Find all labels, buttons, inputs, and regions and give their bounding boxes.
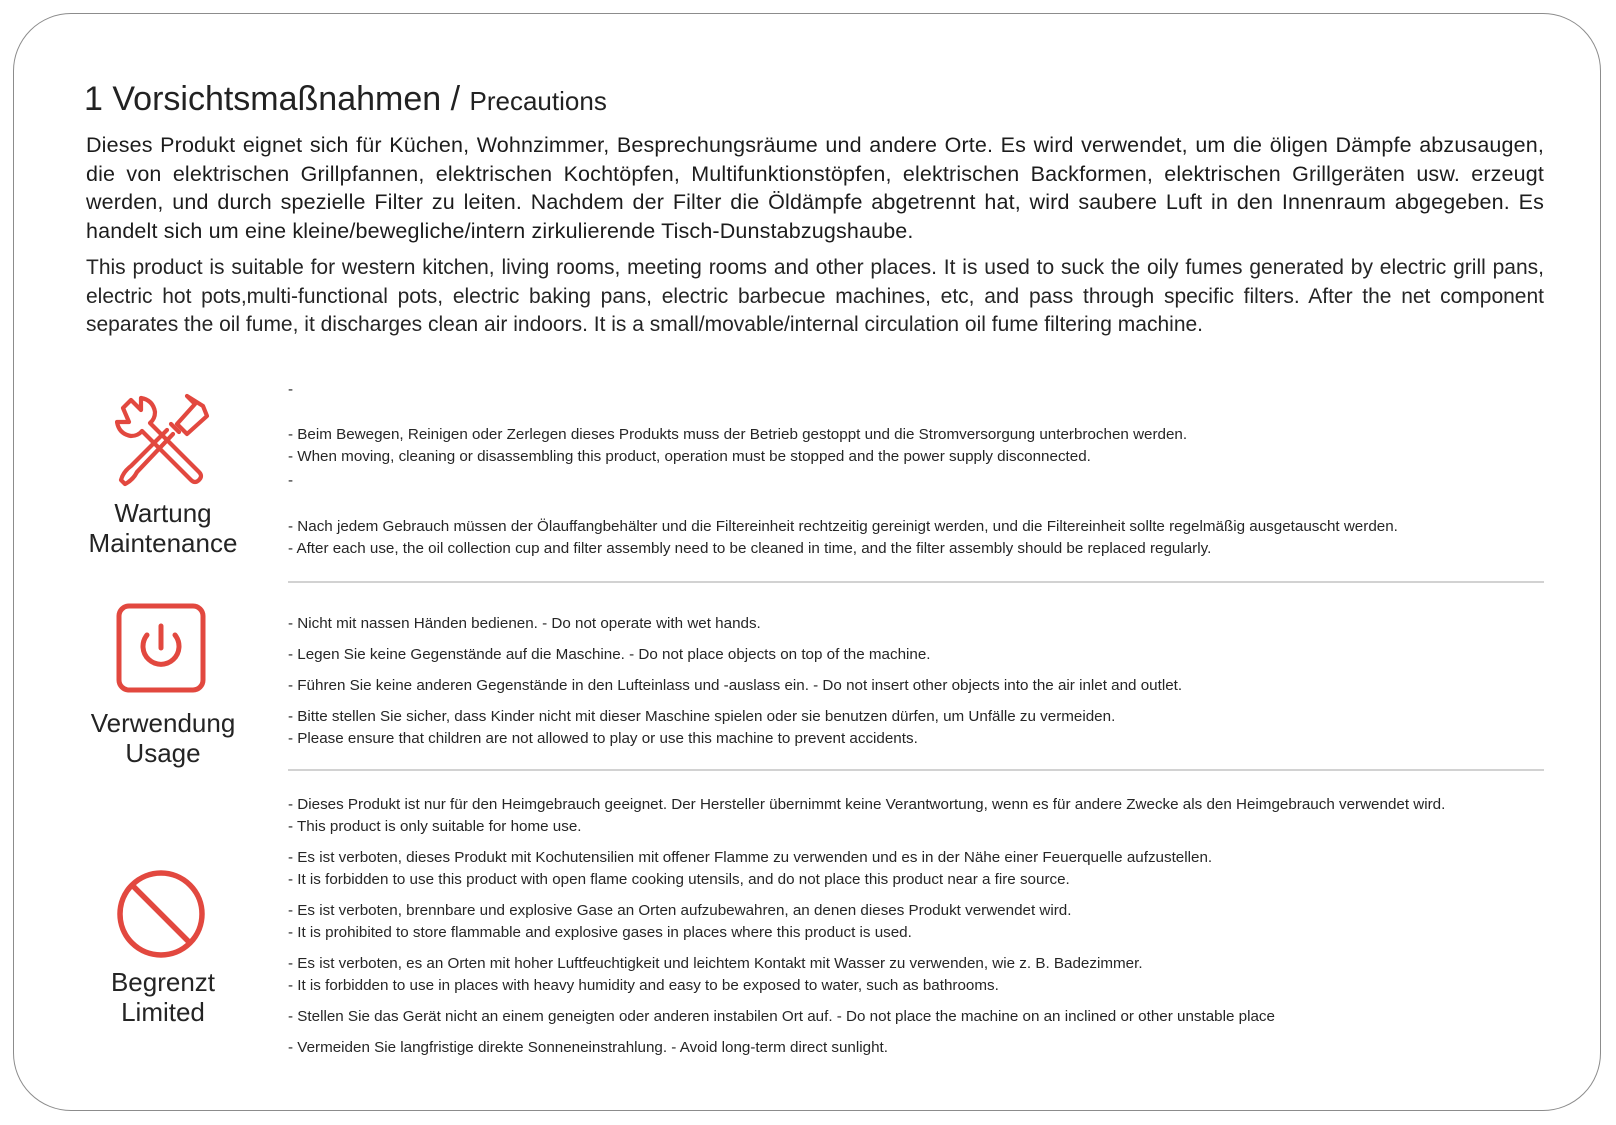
list-item: - It is forbidden to use this product with open flame cooking utensils, and do not place this product near a fire source. (288, 871, 1070, 888)
list-item: - Nicht mit nassen Händen bedienen. - Do not operate with wet hands. (288, 615, 761, 632)
limited-label (78, 967, 248, 1027)
list-item: - Please ensure that children are not allowed to play or use this machine to prevent accidents. (288, 730, 918, 747)
list-item: - Nach jedem Gebrauch müssen der Ölauffangbehälter und die Filtereinheit rechtzeitig gereinigt werden, und die Filtereinheit sollte regelmäßig ausgetauscht werden. (288, 518, 1398, 535)
usage-label-english: Usage (125, 738, 201, 768)
limited-label-german: Begrenzt (110, 967, 216, 997)
list-item: - It is forbidden to use in places with heavy humidity and easy to be exposed to water, such as bathrooms. (288, 977, 999, 994)
power-icon (115, 602, 207, 694)
list-item: - Es ist verboten, dieses Produkt mit Kochutensilien mit offener Flamme zu verwenden und es in der Nähe einer Feuerquelle aufzustellen. (288, 849, 1213, 866)
list-item: - Es ist verboten, brennbare und explosive Gase an Orten aufzubewahren, an denen dieses Produkt verwendet wird. (288, 902, 1072, 919)
usage-label (78, 708, 248, 768)
usage-label-german: Verwendung (90, 708, 236, 738)
limited-label-english: Limited (121, 997, 205, 1027)
list-item: - Vermeiden Sie langfristige direkte Sonneneinstrahlung. - Avoid long-term direct sunlight. (288, 1039, 888, 1056)
section-divider (288, 581, 1544, 583)
intro-paragraph-german: Dieses Produkt eignet sich für Küchen, Wohnzimmer, Besprechungsräume und andere Orte. Es wird verwendet, um die öligen Dämpfe abzusaugen, die von elektrischen Grillpfannen, elektrischen Kochtöpfen, Multifunktionstöpfen, elektrischen Backformen, elektrischen Grillgeräten usw. erzeugt werden, und durch spezielle Filter zu leiten. Nachdem der Filter die Öldämpfe abgetrennt hat, wird saubere Luft in den Innenraum abgegeben. Es handelt sich um eine kleine/bewegliche/intern zirkulierende Tisch-Dunstabzugshaube. (86, 133, 1544, 243)
list-item: - Legen Sie keine Gegenstände auf die Maschine. - Do not place objects on top of the machine. (288, 646, 931, 663)
tools-icon (115, 392, 211, 488)
section-divider (288, 769, 1544, 771)
list-item: - This product is only suitable for home use. (288, 818, 582, 835)
title-german: 1 Vorsichtsmaßnahmen (84, 80, 442, 118)
maintenance-label-german: Wartung (114, 498, 212, 528)
title-separator: / (441, 80, 470, 118)
list-item: - (288, 381, 294, 398)
list-item: - When moving, cleaning or disassembling this product, operation must be stopped and the power supply disconnected. (288, 448, 1091, 465)
list-item: - After each use, the oil collection cup and filter assembly need to be cleaned in time, and the filter assembly should be replaced regularly. (288, 540, 1212, 557)
prohibited-icon (115, 868, 207, 960)
intro-paragraph-english: This product is suitable for western kitchen, living rooms, meeting rooms and other places. It is used to suck the oily fumes generated by electric grill pans, electric hot pots,multi-functional pots, electric baking pans, electric barbecue machines, etc, and pass through specific filters. After the net component separates the oil fume, it discharges clean air indoors. It is a small/movable/internal circulation oil fume filtering machine. (86, 256, 1544, 336)
list-item: - Dieses Produkt ist nur für den Heimgebrauch geeignet. Der Hersteller übernimmt keine Verantwortung, wenn es für andere Zwecke als den Heimgebrauch verwendet wird. (288, 796, 1446, 813)
list-item: - Stellen Sie das Gerät nicht an einem geneigten oder anderen instabilen Ort auf. - Do not place the machine on an inclined or other unstable place (288, 1008, 1275, 1025)
maintenance-label-english: Maintenance (88, 528, 238, 558)
list-item: - (288, 472, 294, 489)
maintenance-label (78, 498, 248, 558)
list-item: - It is prohibited to store flammable and explosive gases in places where this product is used. (288, 924, 912, 941)
list-item: - Bitte stellen Sie sicher, dass Kinder nicht mit dieser Maschine spielen oder sie benutzen dürfen, um Unfälle zu vermeiden. (288, 708, 1116, 725)
title-english: Precautions (469, 86, 607, 116)
list-item: - Es ist verboten, es an Orten mit hoher Luftfeuchtigkeit und leichtem Kontakt mit Wasser zu verwenden, wie z. B. Badezimmer. (288, 955, 1143, 972)
list-item: - Beim Bewegen, Reinigen oder Zerlegen dieses Produkts muss der Betrieb gestoppt und die Stromversorgung unterbrochen werden. (288, 426, 1188, 443)
list-item: - Führen Sie keine anderen Gegenstände in den Lufteinlass und -auslass ein. - Do not insert other objects into the air inlet and outlet. (288, 677, 1183, 694)
page-title (84, 76, 607, 124)
